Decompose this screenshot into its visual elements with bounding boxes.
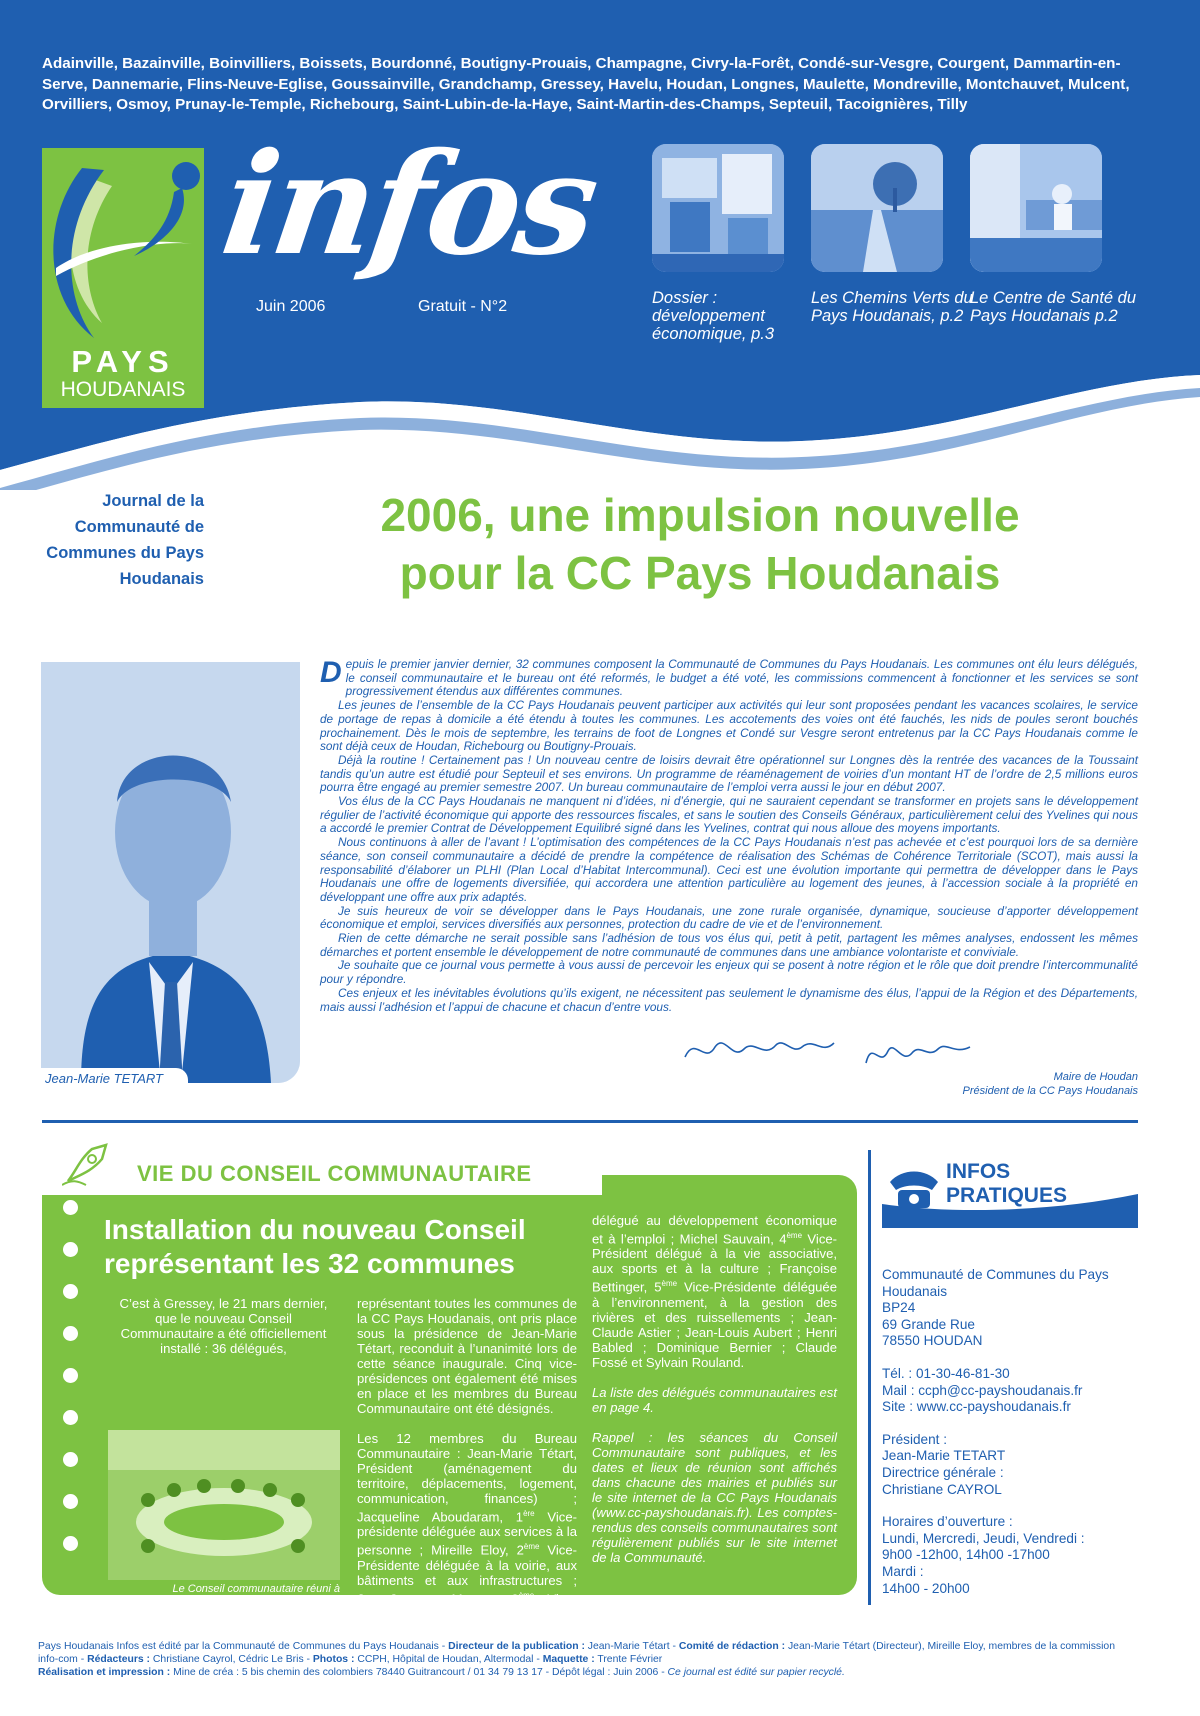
section-divider bbox=[42, 1120, 1138, 1123]
website-link[interactable]: Site : www.cc-payshoudanais.fr bbox=[882, 1399, 1071, 1415]
org-name: Communauté de Communes du Pays Houdanais bbox=[882, 1267, 1109, 1299]
logo-word-houdanais: HOUDANAIS bbox=[60, 378, 186, 401]
sidebar-divider bbox=[868, 1150, 871, 1605]
editorial-paragraph: Déjà la routine ! Certainement pas ! Un nouveau centre de loisirs devrait être opérationnel sur Longnes dès la rentrée des vacances de la Toussaint tandis qu’un autre est étudié pour Septeuil et ses environs. Un programme de réaménagement de voiries d’un montant HT de l’ordre de 2,5 millions euros pourra être engagé au premier semestre 2007. Un bureau communautaire de l’emploi verra aussi le jour en début 2007. bbox=[320, 752, 1138, 795]
member-communes-list: Adainville, Bazainville, Boinvilliers, Boissets, Bourdonné, Boutigny-Prouais, Champagne, Civry-la-Forêt, Condé-sur-Vesgre, Courgent, Dammartin-en-Serve, Dannemarie, Flins-Neuve-Eglise, Goussainville, Grandchamp, Gressey, Havelu, Houdan, Longnes, Maulette, Mondreville, Montchauvet, Mulcent, Orvilliers, Osmoy, Prunay-le-Temple, Richebourg, Saint-Lubin-de-la-Haye, Saint-Martin-des-Champs, Septeuil, Tacoignières, Tilly bbox=[42, 55, 1130, 113]
article-paragraph: C’est à Gressey, le 21 mars dernier, que le nouveau Conseil Communautaire a été officiellement installé : 36 délégués, bbox=[119, 1296, 328, 1356]
teaser-dossier[interactable] bbox=[652, 144, 787, 343]
signatory-role-president: Président de la CC Pays Houdanais bbox=[962, 1085, 1138, 1097]
email-address[interactable]: Mail : ccph@cc-payshoudanais.fr bbox=[882, 1382, 1083, 1398]
article-paragraph: délégué au développement économique et à l’emploi ; Michel Sauvain, 4ème Vice-Président délégué à la vie associative, aux sports et à la culture ; Françoise Bettinger, 5ème Vice-Présidente déléguée à l’environnement, à la gestion des rivières et des ruissellements ; Jean-Claude Astier ; Jean-Louis Aubert ; Henri Babled ; Dominique Bernier ; Claude Fossé et Sylvain Rouland. bbox=[592, 1213, 838, 1370]
editorial-paragraph: Les jeunes de l’ensemble de la CC Pays Houdanais peuvent participer aux activités qui leur sont proposées pendant les vacances scolaires, le service de portage de repas à domicile a été étendu à toutes les communes. Les accotements des voies ont été fauchés, les nids de poules seront bouchés prochainement. Dès le mois de septembre, les terrains de foot de Longnes et Condé sur Vesgre seront entretenus par la CC Pays Houdanais comme le sont déjà ceux de Houdan, Richebourg ou Boutigny-Prouais. bbox=[320, 698, 1138, 754]
editorial-paragraph: Je souhaite que ce journal vous permette à vous aussi de percevoir les enjeux qui se posent à notre région et le rôle que doit prendre l’intercommunalité pour y répondre. bbox=[320, 958, 1138, 987]
president-name: Jean-Marie TETART bbox=[882, 1448, 1006, 1464]
headline-line-1: 2006, une impulsion nouvelle bbox=[380, 489, 1020, 541]
binder-hole bbox=[63, 1452, 78, 1467]
address-bp: BP24 bbox=[882, 1300, 916, 1316]
logo-word-pays: PAYS bbox=[71, 344, 175, 379]
portrait-caption: Jean-Marie TETART bbox=[41, 1068, 188, 1090]
editorial-dropcap: D bbox=[320, 656, 342, 689]
infos-pratiques-title bbox=[946, 1160, 1067, 1208]
binder-hole bbox=[63, 1536, 78, 1551]
issue-date: Juin 2006 bbox=[256, 298, 326, 315]
hours-label: Horaires d’ouverture : bbox=[882, 1514, 1013, 1530]
binder-hole bbox=[63, 1200, 78, 1215]
infos-pratiques-title-line-1: INFOS bbox=[946, 1160, 1011, 1183]
teaser-photo-health-centre bbox=[970, 144, 1102, 272]
editorial-paragraph: Rien de cette démarche ne serait possible sans l’adhésion de tous vos élus qui, petit à petit, partagent les mêmes analyses, endossent les mêmes démarches et portent ensemble le développement de notre communauté de communes dans une ambiance volontariste et conviviale. bbox=[320, 931, 1138, 959]
teaser-photo-exhibition bbox=[652, 144, 784, 272]
tuesday-label: Mardi : bbox=[882, 1563, 924, 1579]
publication-credits: Pays Houdanais Infos est édité par la Communauté de Communes du Pays Houdanais - Directeur de la publication : Jean-Marie Tétart - Comité de rédaction : Jean-Marie Tétart (Directeur), Mireille Eloy, membres de la commission info-com - Rédacteurs : Christiane Cayrol, Cédric Le Bris - Photos : CCPH, Hôpital de Houdan, Altermodal - Maquette : Trente Février Réalisation et impression : Mine de créa : 5 bis chemin des colombiers 78440 Guitrancourt / 01 34 79 13 17 - Dépôt légal : Juin 2006 - Ce journal est édité sur papier recyclé. bbox=[38, 1641, 1115, 1678]
binder-hole bbox=[63, 1368, 78, 1383]
article-column-1 bbox=[107, 1296, 340, 1371]
portrait-photo bbox=[41, 662, 300, 1083]
teaser-caption: Le Centre de Santé du Pays Houdanais p.2 bbox=[970, 289, 1137, 325]
photo-caption: Le Conseil communautaire réuni à Tacoignières, 13 juin 2006 bbox=[172, 1583, 340, 1608]
signatory-role-mayor: Maire de Houdan bbox=[1053, 1071, 1138, 1083]
masthead-title: infos bbox=[213, 123, 604, 287]
teaser-caption: Les Chemins Verts du Pays Houdanais, p.2 bbox=[811, 289, 973, 325]
editorial-paragraph: Ces enjeux et les inévitables évolutions qu’ils exigent, ne nécessitent pas seulement le dynamisme des élus, l’appui de la Région et des Départements, mais aussi l’adhésion et l’appui de chacune et chacun d’entre vous. bbox=[320, 985, 1138, 1014]
teaser-centre-sante[interactable] bbox=[970, 144, 1137, 325]
binder-hole bbox=[63, 1494, 78, 1509]
fountain-pen-icon bbox=[62, 1141, 112, 1187]
director-name: Christiane CAYROL bbox=[882, 1481, 1002, 1497]
article-title bbox=[104, 1213, 604, 1281]
article-paragraph: La liste des délégués communautaires est en page 4. bbox=[592, 1384, 837, 1415]
director-label: Directrice générale : bbox=[882, 1464, 1004, 1480]
teaser-photo-path bbox=[811, 144, 943, 272]
editorial-paragraph: epuis le premier janvier dernier, 32 communes composent la Communauté de Communes du Pays Houdanais. Les communes ont élu leurs délégués, le conseil communautaire et le bureau ont été reformés, le budget a été voté, les commissions commencent à fonctionner et les services se sont progressivement étendus aux différentes communes. bbox=[345, 657, 1138, 699]
address-street: 69 Grande Rue bbox=[882, 1316, 975, 1332]
article-column-3 bbox=[592, 1213, 837, 1580]
phone-number[interactable]: Tél. : 01-30-46-81-30 bbox=[882, 1365, 1010, 1381]
teaser-caption: Dossier : développement économique, p.3 bbox=[652, 289, 775, 343]
article-paragraph: représentant toutes les communes de la CC Pays Houdanais, ont pris place sous la présidence de Jean-Marie Tétart, reconduit à l’unanimité lors de cette séance inaugurale. Cinq vice-présidences ont également été mises en place et les membres du Bureau Communautaire ont été désignés. bbox=[357, 1296, 577, 1416]
binder-hole bbox=[63, 1326, 78, 1341]
president-label: Président : bbox=[882, 1431, 947, 1447]
article-title-line-2: représentant les 32 communes bbox=[104, 1248, 515, 1279]
infos-pratiques-title-line-2: PRATIQUES bbox=[946, 1184, 1067, 1207]
article-paragraph: Les 12 membres du Bureau Communautaire : Jean-Marie Tétart, Président (aménagement du territoire, déplacements, logement, communication, finances) ; Jacqueline Aboudaram, 1ère Vice-présidente déléguée aux services à la personne ; Mireille Eloy, 2ème Vice-Présidente déléguée à la voirie, aux bâtiments et aux infrastructures ; Jean-Jacques Mansat, 3ème Vice-Président bbox=[357, 1431, 577, 1622]
editorial-paragraph: Je suis heureux de voir se développer dans le Pays Houdanais, une zone rurale organisée, dynamique, soucieuse d’apporter développement économique et emploi, services diversifiés aux personnes, protection du cadre de vie et de l’environnement. bbox=[320, 903, 1138, 932]
main-headline bbox=[220, 486, 1180, 602]
hours-days: Lundi, Mercredi, Jeudi, Vendredi : bbox=[882, 1530, 1085, 1546]
article-title-line-1: Installation du nouveau Conseil bbox=[104, 1214, 526, 1245]
journal-subtitle: Journal de la Communauté de Communes du Pays Houdanais bbox=[46, 492, 204, 588]
infos-pratiques-body bbox=[882, 1267, 1138, 1597]
binder-holes bbox=[63, 1200, 81, 1578]
article-paragraph: Rappel : les séances du Conseil Communautaire sont publiques, et les dates et lieux de réunion sont affichés dans chacune des mairies et publiés sur le site internet de la CC Pays Houdanais (www.cc-payshoudanais.fr). Les comptes-rendus des conseils communautaires sont régulièrement publiés sur le site internet de la Communauté. bbox=[592, 1429, 837, 1565]
handwritten-signature bbox=[680, 1025, 980, 1075]
conseil-section-title: VIE DU CONSEIL COMMUNAUTAIRE bbox=[137, 1161, 532, 1186]
hours-times: 9h00 -12h00, 14h00 -17h00 bbox=[882, 1547, 1050, 1563]
issue-number: Gratuit - N°2 bbox=[418, 298, 508, 315]
editorial-paragraph: Vos élus de la CC Pays Houdanais ne manquent ni d’idées, ni d’énergie, qui ne sauraient cependant se transformer en projets sans le développement régulier de l’activité économique qui apporte des ressources fiscales, et sans le soutien des Conseils Généraux, particulièrement celui des Yvelines qui nous a accordé le premier Contrat de Développement Equilibré signé dans les Yvelines, contrat qui nous alloue des moyens importants. bbox=[320, 794, 1138, 836]
editorial-text bbox=[320, 658, 1138, 1014]
binder-hole bbox=[63, 1242, 78, 1257]
article-column-2 bbox=[357, 1296, 577, 1636]
address-city: 78550 HOUDAN bbox=[882, 1333, 983, 1349]
binder-hole bbox=[63, 1284, 78, 1299]
tuesday-times: 14h00 - 20h00 bbox=[882, 1580, 970, 1596]
council-meeting-photo bbox=[108, 1430, 340, 1580]
headline-line-2: pour la CC Pays Houdanais bbox=[399, 547, 1001, 599]
teaser-chemins-verts[interactable] bbox=[811, 144, 973, 325]
editorial-paragraph: Nous continuons à aller de l’avant ! L’optimisation des compétences de la CC Pays Houdanais n’est pas achevée et c’est pourquoi lors de sa dernière séance, son conseil communautaire a décidé de prendre la compétence de réalisation des Schémas de Cohérence Territoriale (SCOT), mais aussi la responsabilité d’élaborer un PLHI (Plan Local d’Habitat Intercommunal). Ceci est une évolution importante qui permettra de développer dans le Pays Houdanais une offre de logements diversifiée, qui accordera une attention particulière au logement des jeunes, à l’accession sociale à la propriété en développant une offre aux prix adaptés. bbox=[320, 835, 1138, 904]
binder-hole bbox=[63, 1410, 78, 1425]
